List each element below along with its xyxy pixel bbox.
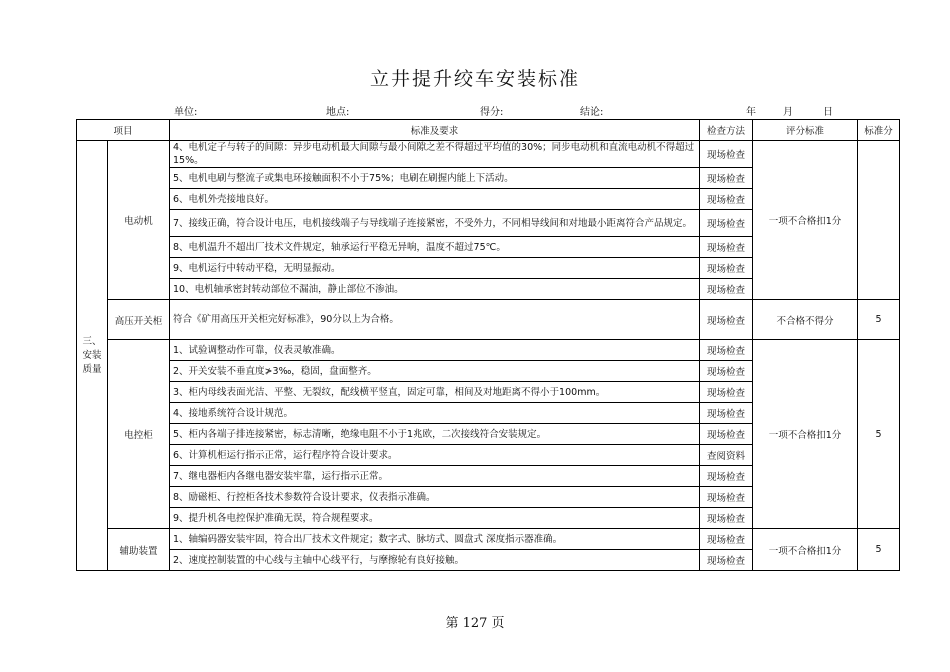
header-scoring: 评分标准 [753,120,858,141]
requirement-cell: 6、电机外壳接地良好。 [170,189,700,210]
requirement-cell: 4、电机定子与转子的间隙：异步电动机最大间隙与最小间隙之差不得超过平均值的30%；同步电动机和直流电动机不得超过15%。 [170,141,700,168]
header-method: 检查方法 [700,120,753,141]
requirement-cell: 7、接线正确，符合设计电压，电机接线端子与导线端子连接紧密，不受外力，不同相导线间和对地最小距离符合产品规定。 [170,210,700,237]
month-label: 月 [783,107,793,118]
requirement-cell: 7、继电器柜内各继电器安装牢靠，运行指示正常。 [170,466,700,487]
method-cell: 现场检查 [700,340,753,361]
year-label: 年 [746,107,756,118]
standards-table [76,119,900,571]
method-cell: 现场检查 [700,141,753,168]
points-cell: 5 [858,340,900,529]
method-cell: 现场检查 [700,508,753,529]
points-cell [858,141,900,300]
requirement-cell: 1、试验调整动作可靠，仪表灵敏准确。 [170,340,700,361]
page-number: 第 127 页 [445,616,505,631]
requirement-cell: 2、速度控制装置的中心线与主轴中心线平行，与摩擦轮有良好接触。 [170,550,700,571]
requirement-cell: 4、接地系统符合设计规范。 [170,403,700,424]
requirement-cell: 10、电机轴承密封转动部位不漏油，静止部位不渗油。 [170,279,700,300]
method-cell: 现场检查 [700,382,753,403]
document-title: 立井提升绞车安装标准 [369,68,580,90]
header-item: 项目 [77,120,170,141]
method-cell: 现场检查 [700,361,753,382]
requirement-cell: 2、开关安装不垂直度≯3‰，稳固，盘面整齐。 [170,361,700,382]
requirement-cell: 1、轴编码器安装牢固，符合出厂技术文件规定；数字式、脉坊式、圆盘式 深度指示器准确。 [170,529,700,550]
method-cell: 现场检查 [700,168,753,189]
requirement-cell: 9、提升机各电控保护准确无误，符合规程要求。 [170,508,700,529]
requirement-cell: 9、电机运行中转动平稳，无明显振动。 [170,258,700,279]
requirement-cell: 3、柜内母线表面光洁、平整、无裂纹，配线横平竖直，固定可靠，相间及对地距离不得小于100mm。 [170,382,700,403]
method-cell: 现场检查 [700,424,753,445]
method-cell: 现场检查 [700,237,753,258]
category-cell: 三、安装质量 [77,141,108,571]
method-cell: 现场检查 [700,210,753,237]
requirement-cell: 符合《矿用高压开关柜完好标准》，90分以上为合格。 [170,300,700,340]
points-cell: 5 [858,300,900,340]
method-cell: 现场检查 [700,466,753,487]
points-cell: 5 [858,529,900,571]
method-cell: 现场检查 [700,403,753,424]
method-cell: 现场检查 [700,258,753,279]
scoring-cell: 一项不合格扣1分 [753,529,858,571]
scoring-cell: 一项不合格扣1分 [753,340,858,529]
requirement-cell: 5、柜内各端子排连接紧密，标志清晰，绝缘电阻不小于1兆欧，二次接线符合安装规定。 [170,424,700,445]
group-name-cell: 电控柜 [108,340,170,529]
day-label: 日 [823,107,833,118]
method-cell: 现场检查 [700,189,753,210]
table-row [77,529,900,550]
scoring-cell: 不合格不得分 [753,300,858,340]
method-cell: 现场检查 [700,279,753,300]
scoring-cell: 一项不合格扣1分 [753,141,858,300]
method-cell: 现场检查 [700,487,753,508]
table-body [77,141,900,571]
table-row [77,300,900,340]
group-name-cell: 辅助装置 [108,529,170,571]
table-row [77,141,900,168]
method-cell: 现场检查 [700,300,753,340]
group-name-cell: 电动机 [108,141,170,300]
conclusion-label: 结论: [580,107,604,118]
score-label: 得分: [480,107,504,118]
method-cell: 现场检查 [700,529,753,550]
table-row [77,340,900,361]
requirement-cell: 5、电机电刷与整流子或集电环接触面积不小于75%；电刷在刷握内能上下活动。 [170,168,700,189]
header-points: 标准分 [858,120,900,141]
location-label: 地点: [326,107,350,118]
header-row [77,120,900,141]
method-cell: 查阅资料 [700,445,753,466]
method-cell: 现场检查 [700,550,753,571]
requirement-cell: 6、计算机柜运行指示正常，运行程序符合设计要求。 [170,445,700,466]
header-requirement: 标准及要求 [170,120,700,141]
requirement-cell: 8、励磁柜、行控柜各技术参数符合设计要求，仪表指示准确。 [170,487,700,508]
requirement-cell: 8、电机温升不超出厂技术文件规定，轴承运行平稳无异响，温度不超过75℃。 [170,237,700,258]
group-name-cell: 高压开关柜 [108,300,170,340]
unit-label: 单位: [174,107,198,118]
